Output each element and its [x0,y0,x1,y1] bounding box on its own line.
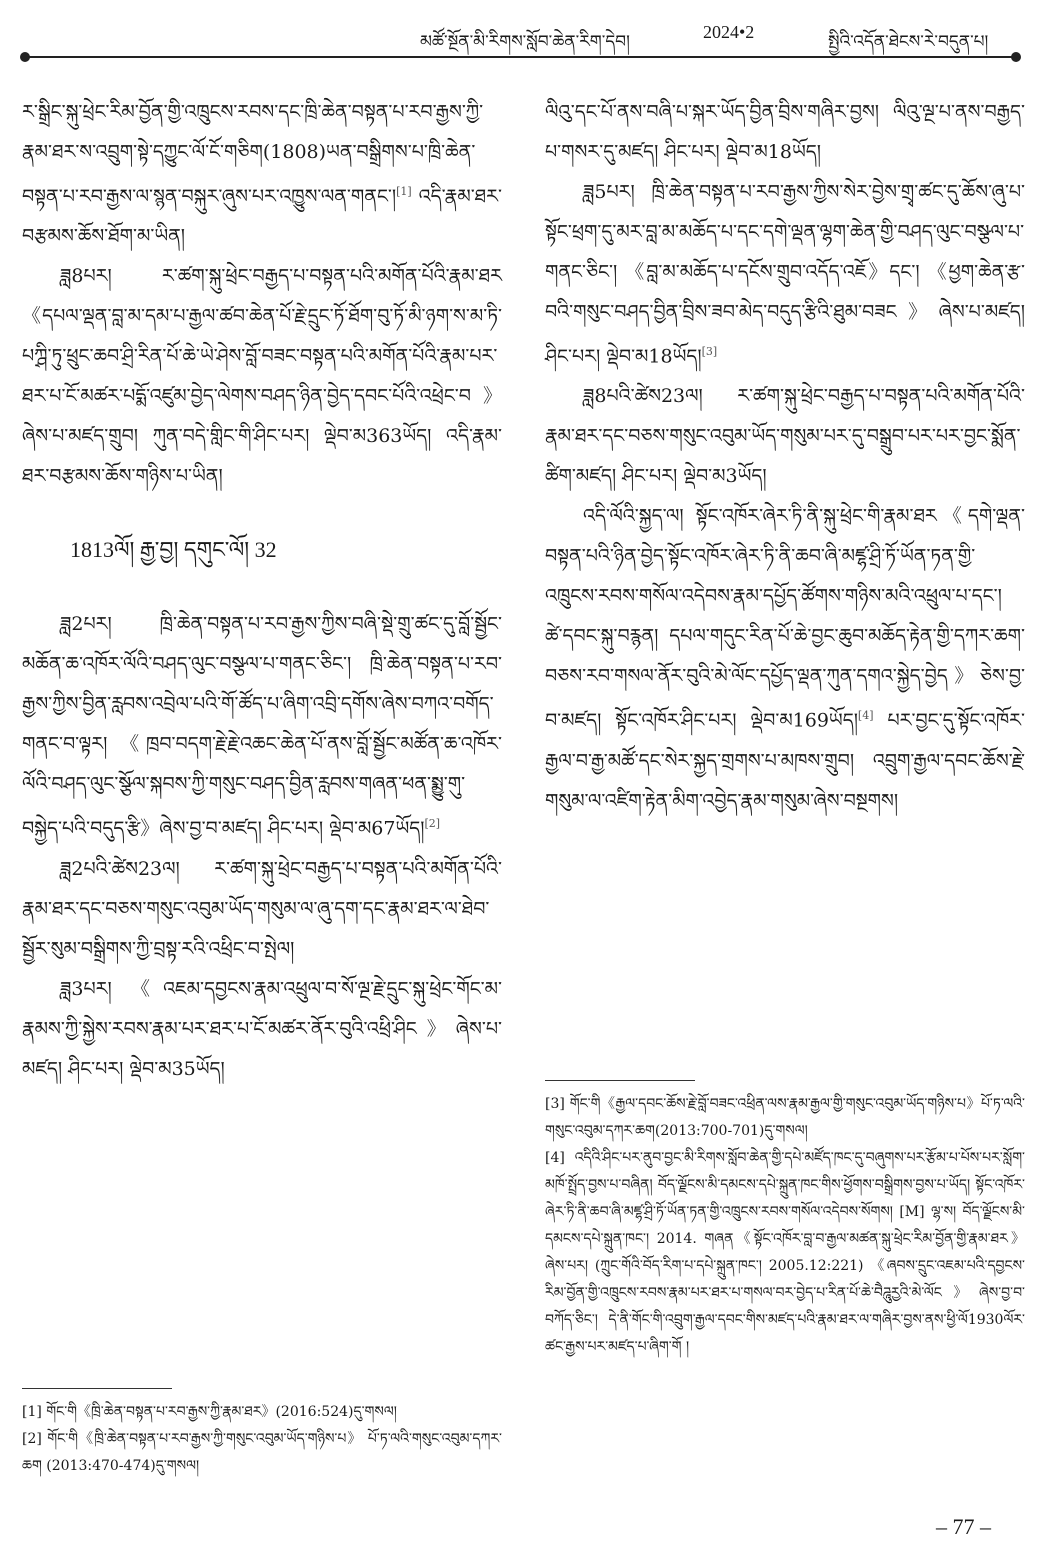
right-column [545,92,1025,821]
paragraph-text: འདི་རྣམ་ཐར་བརྩམས་ཆོས་ཐོག་མ་ཡིན། [22,185,502,248]
left-footnotes [22,1388,502,1480]
page-header [0,0,1040,60]
issue-number: 2024•2 [703,22,755,42]
footnote: [3] གོང་གི《རྒྱལ་དབང་ཆོས་རྗེ་བློ་བཟང་འཕྲིན་ལས་རྣམ་རྒྱལ་གྱི་གསུང་འབུམ་ཡོད་གཉིས་པ》པོ་ཏ་ལའི་གསུང་འབུམ་དཀར་ཆག(2013:700-701)དུ་གསལ། [545,1096,1025,1139]
paragraph: ཟླ8པར། ར་ཚག་སྐུ་ཕྲེང་བརྒྱད་པ་བསྟན་པའི་མགོན་པོའི་རྣམ་ཐར《དཔལ་ལྡན་བླ་མ་དམ་པ་རྒྱལ་ཚབ་ཆེན་པོ་རྗེ་དྲུང་ཏོ་ཐོག་བུ་ཏོ་མི་ཉག་ས་མ་ཏི་པཀྴི་ཏུ་ཕྲུང་ཆབ་ཤྲི་རིན་པོ་ཆེ་ཡེ་ཤེས་བློ་བཟང་བསྟན་པའི་མགོན་པོའི་རྣམ་པར་ཐར་པ་ངོ་མཚར་པདྨོ་འཛུམ་བྱེད་ལེགས་བཤད་ཉིན་བྱེད་དབང་པོའི་འཕྲེང་བ》ཞེས་པ་མཛད་གྲུབ། ཀུན་བདེ་གླིང་གི་ཤིང་པར། ལྡེབ་མ363ཡོད། འདི་རྣམ་ཐར་བརྩམས་ཆོས་གཉིས་པ་ཡིན། [22,265,503,488]
footnote-ref[interactable]: [2] [424,817,441,831]
footnote-ref[interactable]: [4] [857,709,874,723]
header-rule [26,56,1016,58]
paragraph-text: ཟླ2པར། ཁྲི་ཆེན་བསྟན་པ་རབ་རྒྱས་ཀྱིས་བཞི་སྡེ་གྲུ་ཚང་དུ་བློ་སྦྱོང་མཆོན་ཆ་འཁོར་ལོའི་བཤད་ལུང་བསྩལ་པ་གནང་ཅིང་། ཁྲི་ཆེན་བསྟན་པ་རབ་རྒྱས་ཀྱིས་བྱིན་རླབས་འབྲེལ་པའི་གོ་ཚོད་པ་ཞིག་འབྲི་དགོས་ཞེས་བཀའ་བགོད་གནང་བ་ལྟར། 《ཁྲབ་བདག་རྗེ་རྗེ་འཆང་ཆེན་པོ་ནས་བློ་སྦྱོང་མཚོན་ཆ་འཁོར་ལོའི་བཤད་ལུང་སྩོལ་སྐབས་ཀྱི་གསུང་བཤད་བྱིན་རླབས་གཞན་ཕན་སྨྱུ་གུ་བསྐྱེད་པའི་བདུད་རྩི》ཞེས་བྱ་བ་མཛད། ཤིང་པར། ལྡེབ་མ67ཡོད། [22,613,502,840]
paragraph: ཟླ3པར། 《འཇམ་དབྱངས་རྣམ་འཕྲུལ་བ་སོ་ལྔ་རྗེ་དྲུང་སྐུ་ཕྲེང་གོང་མ་རྣམས་ཀྱི་སྐྱེས་རབས་རྣམ་པར་ཐར་པ་ངོ་མཚར་ནོར་བུའི་འཕྲི་ཤིང》ཞེས་པ་མཛད། ཤིང་པར། ལྡེབ་མ35ཡོད། [22,977,502,1080]
paragraph: ཟླ8པའི་ཚེས23ལ། ར་ཚག་སྐུ་ཕྲེང་བརྒྱད་པ་བསྟན་པའི་མགོན་པོའི་རྣམ་ཐར་དང་བཅས་གསུང་འབུམ་ཡོད་གསུམ་པར་དུ་བསྒྲུབ་པར་པར་བྱང་སྨོན་ཚིག་མཛད། ཤིང་པར། ལྡེབ་མ3ཡོད། [545,385,1025,488]
paragraph-text: པར་བྱང་དུ་སྟོང་འཁོར་རྒྱལ་བ་རྒྱ་མཚོ་དང་སེར་སྐྱད་གྲགས་པ་མཁས་གྲུབ། འབྲུག་རྒྱལ་དབང་ཆོས་རྗེ་གསུམ་ལ་འཛིག་རྟེན་མིག་འབྱེད་རྣམ་གསུམ་ཞེས་བསྔགས། [545,709,1025,812]
footnote: [1] གོང་གི《ཁྲི་ཆེན་བསྟན་པ་རབ་རྒྱས་ཀྱི་རྣམ་ཐར》(2016:524)དུ་གསལ། [22,1404,397,1420]
paragraph [545,172,1025,376]
footnote-separator [545,1080,695,1081]
issue-section: སྤྱིའི་འདོན་ཐེངས་རེ་བདུན་པ། [828,32,989,52]
footnote-separator [22,1388,172,1389]
page-number: – 77 – [936,1514,991,1539]
journal-title: མཚོ་སྔོན་མི་རིགས་སློབ་ཆེན་རིག་དེབ། [420,32,630,52]
paragraph [22,92,502,256]
footnote: [4] འདིའི་ཤིང་པར་ནུབ་བྱང་མི་རིགས་སློབ་ཆེན་གྱི་དཔེ་མཛོད་ཁང་དུ་བཞུགས་པར་རྩོམ་པ་པོས་པར་སློག་མཁོ་སྤྲོད་བྱས་པ་བཞིན། བོད་ལྗོངས་མི་དམངས་དཔེ་སྐྲུན་ཁང་གིས་ཕྱོགས་བསྒྲིགས་བྱས་པ་ཡོད། སྟོང་འཁོར་ཞེར་ཏི་ནི་ཆབ་ཞི་མཛྷ་ཤྲི་ཏོ་ཡོན་ཏན་གྱི་འཁྲུངས་རབས་གསོལ་འདེབས་སོགས། [M] ལྷ་ས། བོད་ལྗོངས་མི་དམངས་དཔེ་སྐྲུན་ཁང་། 2014. གཞན《སྟོང་འཁོར་བླ་བ་རྒྱལ་མཚན་སྐུ་ཕྲེང་རིམ་བྱོན་གྱི་རྣམ་ཐར》ཞེས་པར། (ཀྲུང་གོའི་བོད་རིག་པ་དཔེ་སྐྲུན་ཁང་། 2005.12:221) 《ཞབས་དྲུང་འཇམ་པའི་དབྱངས་རིམ་བྱོན་གྱི་འཁྲུངས་རབས་རྣམ་པར་ཐར་པ་གསལ་བར་བྱེད་པ་རིན་པོ་ཆེ་བཻཌཱུརྱའི་མེ་ལོང》ཞེས་བྱ་བ་བཀོད་ཅིང་། དེ་ནི་གོང་གི་འབྲུག་རྒྱལ་དབང་གིས་མཛད་པའི་རྣམ་ཐར་ལ་གཞིར་བྱས་ནས་ཕྱི་ལོ1930ལོར་ཚང་རྒྱས་པར་མཛད་པ་ཞིག་གོ ། [545,1150,1025,1355]
footnote-ref[interactable]: [1] [396,185,412,198]
paragraph-text: ཟླ5པར། ཁྲི་ཆེན་བསྟན་པ་རབ་རྒྱས་ཀྱིས་སེར་བྱེས་གྲྭ་ཚང་དུ་ཆོས་ཞུ་པ་སྟོང་ཕྲག་དུ་མར་བླ་མ་མཆོད་པ་དང་དགེ་ལྡན་ལྷག་ཆེན་གྱི་བཤད་ལུང་བསྩལ་པ་གནང་ཅིང་། 《བླ་མ་མཆོད་པ་དངོས་གྲུབ་འདོད་འཇོ》དང་། 《ཕྱག་ཆེན་རྩ་བའི་གསུང་བཤད་བྱིན་བྲིས་ཟབ་མེད་བདུད་རྩིའི་ཐུམ་བཟང》ཞེས་པ་མཛད། ཤིང་པར། ལྡེབ་མ18ཡོད། [545,181,1025,368]
paragraph-text: འདི་ལོའི་སྐྱད་ལ། སྟོང་འཁོར་ཞེར་ཏི་ནི་སྐུ་ཕྲེང་གི་རྣམ་ཐར《དགེ་ལྡན་བསྟན་པའི་ཉིན་བྱེད་སྟོང་འཁོར་ཞེར་ཏི་ནི་ཆབ་ཞི་མཛྷ་ཤྲི་ཏོ་ཡོན་ཏན་གྱི་འཁྲུངས་རབས་གསོལ་འདེབས་རྣམ་དཔྱོད་ཚོགས་གཉིས་མའི་འཕྲུལ་པ་དང་། ཚེ་དབང་སྐུ་བརྙན། དཔལ་གདུང་རིན་པོ་ཆེ་བྱང་ཆུབ་མཆོད་རྟེན་གྱི་དཀར་ཆག་བཅས་རབ་གསལ་ནོར་བུའི་མེ་ལོང་དཔྱོད་ལྡན་ཀུན་དགའ་སྐྱེད་བྱེད》ཅེས་བྱ་བ་མཛད། སྟོང་འཁོར་ཤིང་པར། ལྡེབ་མ169ཡོད། [545,505,1025,732]
right-footnotes [545,1080,1025,1361]
year-heading: 1813ལོ། རྒྱ་བྱ། དགུང་ལོ། 32 [70,537,277,563]
rule-dot-left [20,52,30,62]
paragraph-text: ར་སྒྲིང་སྐུ་ཕྲེང་རིམ་བྱོན་གྱི་འཁྲུངས་རབས་དང་ཁྲི་ཆེན་བསྟན་པ་རབ་རྒྱས་ཀྱི་རྣམ་ཐར་ས་འབྲུག་སྟེ་དཀྱུང་ལོ་ངོ་གཅིག(1808)ཡན་བསྒྲིགས་པ་ཁྲི་ཆེན་བསྟན་པ་རབ་རྒྱས་ལ་སྙན་བསྐུར་ཞུས་པར་འཁྱུས་ལན་གནང་། [22,101,484,208]
paragraph: ཟླ2པའི་ཚེས23ལ། ར་ཚག་སྐུ་ཕྲེང་བརྒྱད་པ་བསྟན་པའི་མགོན་པོའི་རྣམ་ཐར་དང་བཅས་གསུང་འབུམ་ཡོད་གསུམ་ལ་ཞུ་དག་དང་རྣམ་ཐར་ལ་ཐེབ་སྦྱོར་སུམ་བསྒྲིགས་ཀྱི་བྲསྟ་རའི་འཕྲིང་བ་སྤེལ། [22,857,502,960]
paragraph [22,604,502,848]
paragraph [545,496,1025,820]
footnote: [2] གོང་གི《ཁྲི་ཆེན་བསྟན་པ་རབ་རྒྱས་ཀྱི་གསུང་འབུམ་ཡོད་གཉིས་པ》 པོ་ཏ་ལའི་གསུང་འབུམ་དཀར་ཆག (2013:470-474)དུ་གསལ། [22,1431,502,1474]
left-column [22,92,502,1089]
footnote-ref[interactable]: [3] [701,345,718,358]
rule-dot-right [1011,52,1021,62]
paragraph: ལིའུ་དང་པོ་ནས་བཞི་པ་སྐར་ཡོད་བྱིན་བྲིས་གཞིར་བྱས། ལིའུ་ལྔ་པ་ནས་བརྒྱད་པ་གསར་དུ་མཛད། ཤིང་པར། ལྡེབ་མ18ཡོད། [545,101,1025,163]
